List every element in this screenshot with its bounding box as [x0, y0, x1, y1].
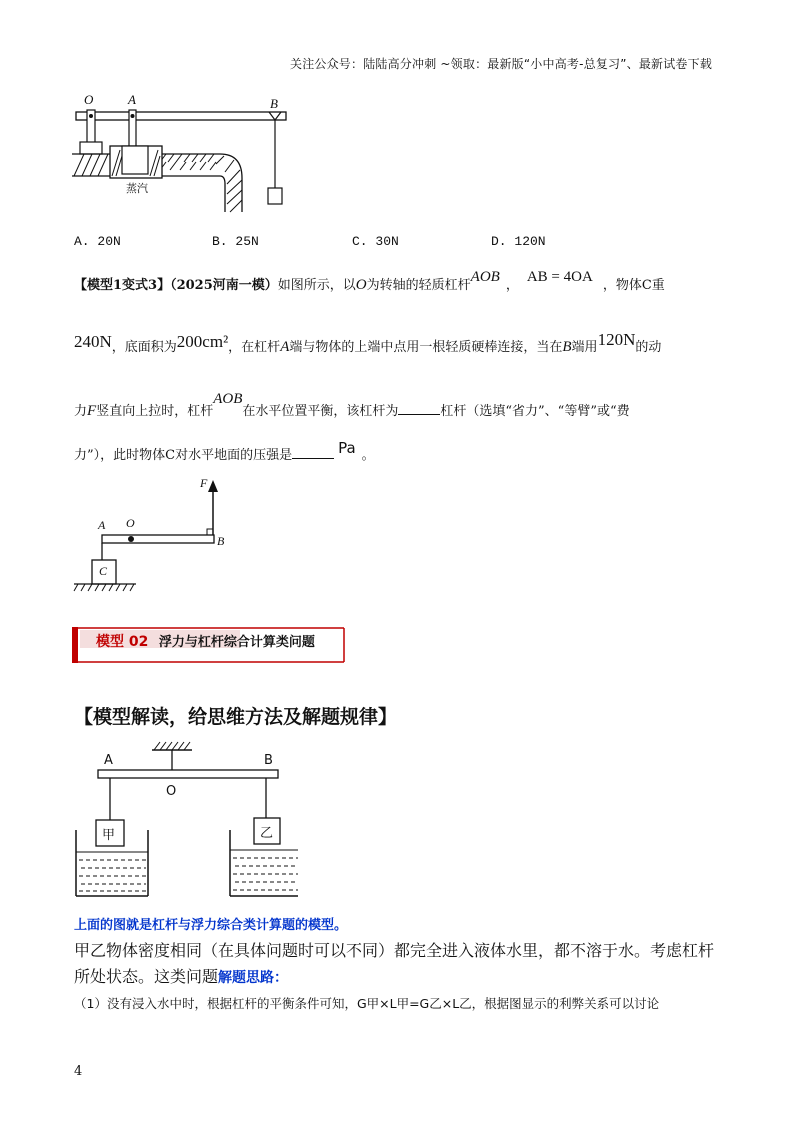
option-d: D. 120N: [491, 234, 546, 249]
page-number: 4: [74, 1064, 83, 1079]
problem-source: （2025河南一模）: [170, 278, 278, 293]
answer-blank-2[interactable]: [292, 446, 334, 459]
banner-model: 模型 02: [96, 634, 149, 650]
problem-tag: 【模型1变式3】: [74, 278, 171, 293]
label-yi: 乙: [260, 826, 274, 841]
problem-line-1: 【模型1变式3】（2025河南一模）如图所示，以O为转轴的轻质杠杆AOB，AB = 4OA，物体C重: [74, 269, 665, 293]
label-o: O: [84, 92, 94, 107]
option-a: A. 20N: [74, 234, 121, 249]
label-steam: 蒸汽: [126, 182, 148, 195]
option-b: B. 25N: [212, 234, 259, 249]
label-b: B: [264, 753, 273, 768]
solution-idea: 解题思路：: [218, 970, 289, 986]
label-jia: 甲: [102, 828, 116, 843]
section-heading: 【模型解读，给思维方法及解题规律】: [74, 706, 398, 728]
body-paragraph-1: 甲乙物体密度相同（在具体问题时可以不同）都完全进入液体水里，都不溶于水。考虑杠杆: [74, 941, 715, 960]
label-c: C: [99, 564, 108, 578]
banner-title: [96, 631, 315, 651]
label-a: A: [104, 753, 113, 768]
label-a: A: [98, 518, 106, 532]
body-paragraph-3: （1）没有浸入水中时，根据杠杆的平衡条件可知，G甲×L甲=G乙×L乙，根据图显示的利弊关系可以讨论: [74, 996, 660, 1011]
figure-lever-beakers: [70, 738, 300, 908]
label-b: B: [217, 534, 225, 548]
figure-steam-valve: [70, 92, 300, 217]
figure-lever-c: [70, 476, 240, 596]
label-f: F: [200, 476, 208, 490]
page-header: 关注公众号：陆陆高分冲刺 ~领取：最新版“小中高考-总复习”、最新试卷下载: [290, 57, 713, 71]
label-o: O: [126, 516, 135, 530]
body-paragraph-2: 所处状态。这类问题解题思路：: [74, 967, 289, 986]
answer-blank-1[interactable]: [398, 402, 440, 415]
problem-line-3: 力F竖直向上拉时，杠杆AOB在水平位置平衡，该杠杆为 杠杆（选填“省力”、“等臂”或“费: [74, 391, 630, 419]
problem-line-4: 力”），此时物体C对水平地面的压强是 Pa 。: [74, 439, 375, 463]
option-c: C. 30N: [352, 234, 399, 249]
label-b: B: [270, 96, 278, 111]
banner-text: 浮力与杠杆综合计算类问题: [158, 635, 315, 650]
problem-line-2: 240N，底面积为200cm²，在杠杆A端与物体的上端中点用一根轻质硬棒连接，当在B端用120N的动: [74, 330, 662, 355]
model-caption: 上面的图就是杠杆与浮力综合类计算题的模型。: [74, 918, 348, 933]
label-a: A: [128, 92, 136, 107]
label-o: O: [166, 784, 177, 799]
